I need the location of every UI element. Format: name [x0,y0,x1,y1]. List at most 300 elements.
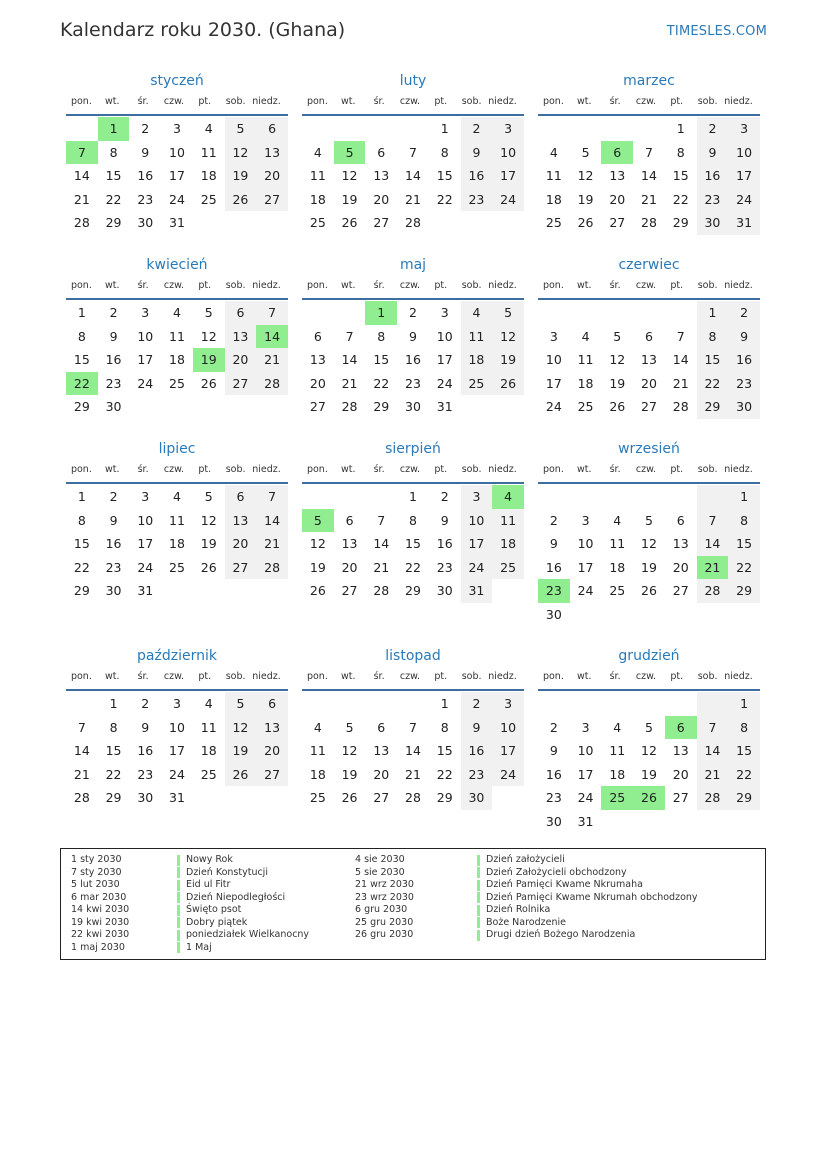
day-cell: 11 [309,168,326,183]
empty-day-cell [570,692,602,716]
day-cell: 4 [173,305,181,320]
day-cell: 9 [109,512,118,528]
day-cell: 11 [461,325,493,349]
day-cell: 6 [225,485,257,509]
empty-day-cell [66,117,98,141]
day-cell: 4 [549,144,558,160]
day-cell: 27 [672,583,689,598]
holiday-entry [477,917,698,930]
day-cell: 25 [609,583,626,598]
day-cell: 21 [373,559,390,575]
day-cell: 20 [256,739,288,763]
day-cell: 7 [697,716,729,740]
weekday-label: czw. [635,96,657,107]
weekday-label: wt. [341,96,356,107]
empty-day-cell [256,579,288,603]
day-cell: 5 [613,328,622,344]
weekday-label: pon. [70,280,92,291]
day-cell: 7 [409,719,417,735]
day-cell: 22 [405,559,421,575]
month-name: styczeń [150,73,204,89]
holiday-name: poniedziałek Wielkanocny [186,929,310,940]
holiday-entry [177,879,309,892]
day-cell: 31 [728,211,760,235]
holiday-marker [477,917,480,928]
day-cell: 20 [641,375,657,391]
holiday-list [60,848,766,960]
holiday-name: Drugi dzień Bożego Narodzenia [486,929,636,940]
header-divider [302,114,524,116]
day-cell: 25 [309,790,326,805]
holiday-day-cell: 5 [334,141,366,165]
day-cell: 17 [436,352,453,367]
day-cell: 1 [77,489,86,504]
day-cell: 6 [256,117,288,141]
month-block [538,440,760,626]
month-block [302,256,524,419]
day-cell: 18 [545,191,562,207]
weekday-label: niedz. [724,280,753,291]
empty-day-cell [334,117,366,141]
day-cell: 29 [73,583,90,598]
day-cell: 24 [169,191,185,207]
day-cell: 12 [309,536,326,551]
month-name: grudzień [618,648,680,664]
weekday-header [66,669,288,685]
weekday-label: czw. [635,671,657,682]
day-cell: 18 [492,532,524,556]
day-cell: 10 [169,719,185,735]
month-name: sierpień [385,441,441,457]
day-cell: 19 [341,766,358,782]
header-divider [302,298,524,300]
day-cell: 14 [405,168,421,183]
day-cell: 3 [173,696,181,711]
weekday-label: pon. [70,96,92,107]
day-cell: 27 [672,790,689,805]
day-cell: 3 [492,692,524,716]
holiday-entry [177,904,309,917]
day-cell: 27 [641,399,657,414]
day-cell: 11 [200,144,217,160]
day-cell: 7 [409,144,417,160]
site-link[interactable]: TIMESLES.COM [666,24,767,39]
day-cell: 6 [313,328,322,344]
day-cell: 5 [645,512,653,528]
day-cell: 26 [225,763,257,787]
empty-day-cell [570,117,602,141]
day-cell: 19 [225,164,257,188]
day-cell: 11 [545,168,562,183]
day-cell: 27 [256,763,288,787]
day-cell: 13 [256,141,288,165]
weekday-label: pon. [542,96,564,107]
day-cell: 9 [141,144,150,160]
weekday-label: sob. [461,280,482,291]
empty-day-cell [665,692,697,716]
empty-day-cell [601,603,633,627]
day-cell: 3 [440,305,449,320]
day-cell: 31 [436,399,453,414]
day-cell: 4 [613,719,622,735]
empty-day-cell [665,301,697,325]
day-cell: 1 [697,301,729,325]
day-cell: 26 [609,399,626,414]
day-cell: 16 [137,743,154,758]
holiday-marker [177,930,180,941]
holiday-marker [477,867,480,878]
day-cell: 28 [373,583,390,598]
empty-day-cell [161,579,193,603]
header-divider [66,689,288,691]
day-cell: 23 [461,763,493,787]
day-cell: 28 [256,556,288,580]
day-cell: 1 [109,696,118,711]
day-cell: 4 [313,719,322,735]
month-block [66,440,288,603]
day-cell: 26 [341,790,358,805]
weekday-header [302,278,524,294]
weekday-header [66,462,288,478]
weekday-label: czw. [163,280,185,291]
weekday-label: pt. [198,96,212,107]
day-cell: 15 [728,739,760,763]
holiday-entry [477,867,698,880]
day-cell: 4 [204,696,213,711]
day-cell: 5 [225,692,257,716]
holiday-day-cell: 21 [697,556,729,580]
day-cell: 13 [672,743,689,758]
day-cell: 3 [173,121,181,136]
day-cell: 11 [169,512,185,528]
holiday-marker [177,867,180,878]
day-grid [66,692,288,810]
day-cell: 12 [200,328,217,344]
holiday-dates-right [355,854,414,942]
holiday-date: 5 lut 2030 [71,879,120,890]
header-divider [538,482,760,484]
day-cell: 28 [641,215,657,230]
day-cell: 23 [461,188,493,212]
holiday-name: Nowy Rok [186,854,233,865]
day-cell: 7 [676,328,685,344]
holiday-name: Dzień Rolnika [486,904,551,915]
holiday-entry [477,879,698,892]
day-cell: 5 [492,301,524,325]
day-cell: 10 [728,141,760,165]
day-cell: 11 [577,352,594,367]
day-cell: 6 [676,512,685,528]
weekday-header [302,462,524,478]
empty-day-cell [633,301,665,325]
empty-day-cell [697,603,729,627]
empty-day-cell [334,485,366,509]
day-cell: 4 [581,328,590,344]
day-cell: 18 [461,348,493,372]
holiday-name: Dzień Pamięci Kwame Nkrumah obchodzony [486,891,698,903]
weekday-label: wt. [577,280,592,291]
holiday-date: 14 kwi 2030 [71,904,130,915]
weekday-label: śr. [137,464,149,475]
day-cell: 10 [577,536,594,551]
day-cell: 13 [373,743,390,758]
empty-day-cell [397,692,429,716]
day-cell: 24 [728,188,760,212]
day-cell: 10 [137,512,154,528]
weekday-label: pon. [306,96,328,107]
month-block [66,72,288,235]
holiday-name: Dzień Niepodległości [186,891,286,903]
weekday-label: wt. [105,96,120,107]
day-cell: 20 [672,559,689,575]
day-cell: 29 [373,399,390,414]
holiday-day-cell: 1 [365,301,397,325]
day-cell: 19 [577,191,594,207]
weekday-label: pon. [70,671,92,682]
day-cell: 23 [137,191,154,207]
empty-day-cell [492,395,524,419]
weekday-label: sob. [461,671,482,682]
day-cell: 8 [77,512,86,528]
day-cell: 3 [728,117,760,141]
day-cell: 18 [609,766,626,782]
day-cell: 11 [609,743,626,758]
empty-day-cell [365,692,397,716]
holiday-entry [177,867,309,880]
header-divider [538,298,760,300]
month-name: kwiecień [146,257,208,273]
weekday-label: sob. [697,464,718,475]
day-cell: 20 [309,375,326,391]
weekday-header [66,94,288,110]
weekday-label: pon. [542,671,564,682]
day-cell: 12 [200,512,217,528]
day-cell: 29 [436,790,453,805]
holiday-day-cell: 19 [193,348,225,372]
day-cell: 24 [492,763,524,787]
day-cell: 13 [672,536,689,551]
day-cell: 22 [697,372,729,396]
day-cell: 14 [256,509,288,533]
holiday-name: Dzień Pamięci Kwame Nkrumaha [486,879,643,890]
empty-day-cell [633,692,665,716]
day-cell: 25 [169,375,185,391]
day-cell: 19 [609,375,626,391]
day-cell: 25 [309,215,326,230]
day-cell: 17 [169,743,185,758]
empty-day-cell [302,301,334,325]
day-cell: 7 [256,301,288,325]
weekday-header [538,94,760,110]
day-cell: 6 [225,301,257,325]
weekday-label: śr. [609,96,621,107]
header-divider [66,114,288,116]
weekday-label: niedz. [252,671,281,682]
day-cell: 25 [492,556,524,580]
day-grid [302,301,524,419]
day-cell: 9 [728,325,760,349]
month-block [302,440,524,603]
day-grid [66,117,288,235]
day-cell: 17 [492,739,524,763]
day-cell: 10 [137,328,154,344]
day-cell: 25 [577,399,594,414]
day-cell: 20 [373,191,390,207]
day-cell: 12 [341,743,358,758]
day-cell: 20 [672,766,689,782]
day-cell: 14 [73,743,90,758]
day-cell: 22 [436,766,453,782]
weekday-header [538,278,760,294]
day-cell: 16 [697,164,729,188]
day-cell: 21 [641,191,657,207]
empty-day-cell [193,786,225,810]
holiday-marker [477,880,480,891]
holiday-marker [177,917,180,928]
day-cell: 6 [377,719,386,735]
day-cell: 28 [697,579,729,603]
day-cell: 21 [73,766,90,782]
day-cell: 27 [309,399,326,414]
day-cell: 3 [549,328,558,344]
day-cell: 29 [728,579,760,603]
month-block [538,256,760,419]
day-cell: 2 [109,489,118,504]
day-cell: 29 [105,215,122,230]
day-cell: 3 [581,719,590,735]
empty-day-cell [601,810,633,834]
weekday-label: czw. [635,464,657,475]
day-cell: 13 [225,325,257,349]
day-cell: 10 [492,141,524,165]
day-cell: 30 [545,813,562,829]
holiday-date: 5 sie 2030 [355,866,405,878]
empty-day-cell [601,117,633,141]
day-cell: 27 [225,556,257,580]
weekday-label: sob. [461,464,482,475]
day-cell: 8 [109,144,118,160]
day-cell: 23 [105,375,122,391]
empty-day-cell [492,579,524,603]
day-cell: 24 [492,188,524,212]
day-cell: 29 [728,786,760,810]
weekday-label: niedz. [252,96,281,107]
empty-day-cell [538,692,570,716]
weekday-label: sob. [225,464,246,475]
day-cell: 10 [436,328,453,344]
empty-day-cell [66,692,98,716]
holiday-date: 22 kwi 2030 [71,929,130,940]
day-cell: 26 [200,559,217,575]
weekday-label: czw. [399,96,421,107]
day-cell: 16 [728,348,760,372]
empty-day-cell [570,301,602,325]
day-cell: 13 [641,352,657,367]
empty-day-cell [302,485,334,509]
day-cell: 6 [645,328,653,344]
day-cell: 10 [461,509,493,533]
day-cell: 24 [169,766,185,782]
month-block [538,647,760,833]
weekday-label: sob. [697,671,718,682]
day-cell: 3 [492,117,524,141]
day-cell: 28 [73,215,90,230]
weekday-label: pon. [306,280,328,291]
day-cell: 5 [204,305,213,320]
day-grid [302,485,524,603]
holiday-entry [177,854,309,867]
holiday-name: Eid ul Fitr [186,879,231,890]
empty-day-cell [538,117,570,141]
empty-day-cell [225,786,257,810]
empty-day-cell [161,395,193,419]
weekday-header [538,669,760,685]
day-cell: 17 [461,532,493,556]
day-cell: 21 [405,191,421,207]
empty-day-cell [334,692,366,716]
day-cell: 20 [256,164,288,188]
weekday-label: pon. [542,464,564,475]
day-cell: 30 [461,786,493,810]
weekday-label: śr. [373,280,385,291]
day-cell: 31 [169,215,185,230]
weekday-label: wt. [341,671,356,682]
day-cell: 22 [728,763,760,787]
weekday-label: śr. [373,464,385,475]
day-cell: 1 [440,121,449,136]
day-cell: 21 [697,763,729,787]
day-cell: 4 [173,489,181,504]
holiday-entry [177,942,309,955]
day-cell: 12 [492,325,524,349]
day-cell: 2 [549,512,558,528]
day-cell: 8 [728,509,760,533]
holiday-marker [177,942,180,953]
day-cell: 3 [141,305,150,320]
holiday-names-left [177,854,309,954]
day-cell: 29 [73,399,90,414]
day-cell: 8 [377,328,386,344]
weekday-label: czw. [399,280,421,291]
day-grid [302,692,524,810]
day-cell: 23 [105,559,122,575]
day-cell: 2 [697,117,729,141]
month-name: luty [399,73,427,89]
day-cell: 23 [137,766,154,782]
day-grid [538,117,760,235]
month-name: wrzesień [618,441,680,457]
day-cell: 4 [204,121,213,136]
day-cell: 11 [609,536,626,551]
weekday-label: niedz. [488,671,517,682]
day-cell: 8 [409,512,417,528]
holiday-day-cell: 22 [66,372,98,396]
day-cell: 19 [492,348,524,372]
day-cell: 30 [728,395,760,419]
holiday-name: Dzień założycieli [486,854,565,865]
weekday-label: czw. [163,464,185,475]
weekday-label: pt. [198,464,212,475]
empty-day-cell [633,117,665,141]
day-cell: 30 [436,583,453,598]
weekday-label: pt. [670,671,684,682]
day-cell: 14 [373,536,390,551]
header-divider [302,689,524,691]
weekday-label: niedz. [724,464,753,475]
weekday-label: niedz. [252,280,281,291]
day-cell: 17 [728,164,760,188]
weekday-label: pt. [198,671,212,682]
